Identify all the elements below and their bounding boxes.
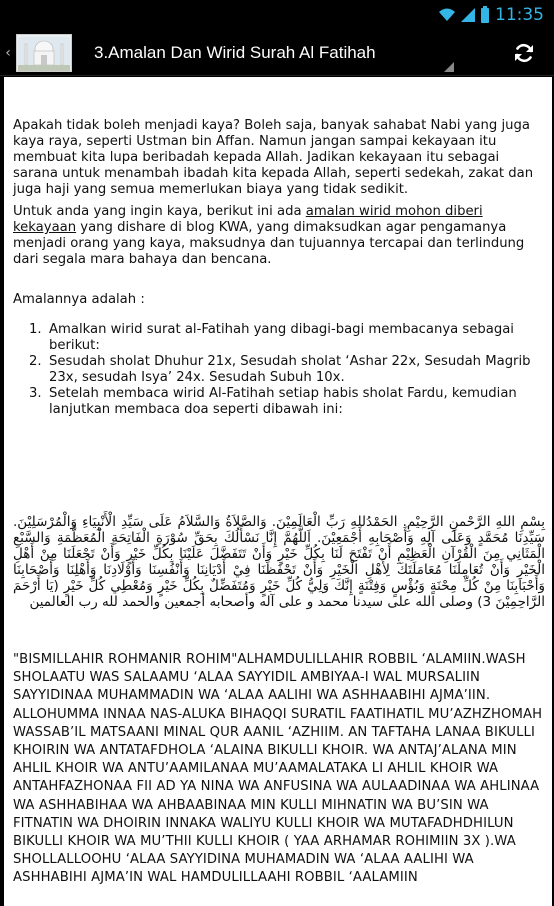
back-chevron-icon[interactable]: ‹ [5, 44, 11, 61]
status-time: 11:35 [495, 5, 544, 25]
intro-paragraph: Apakah tidak boleh menjadi kaya? Boleh saja, banyak sahabat Nabi yang juga kaya raya, seperti Ustman bin Affan. Namun jangan sampai kekayaan itu membuat kita lupa beribadah kepada Allah. Jadikan kekayaan itu sebagai sarana untuk menambah ibadah kita kepada Allah, seperti sedekah, zakat dan juga haji yang semua memerlukan biaya yang tidak sedikit. [13, 118, 534, 197]
list-text: Sesudah sholat Dhuhur 21x, Sesudah sholat ‘Ashar 22x, Sesudah Magrib 23x, sesudah Isya’ 24x. Sesudah Subuh 10x. [49, 354, 531, 385]
paragraph-text: Untuk anda yang ingin kaya, berikut ini ada [13, 204, 306, 219]
arabic-doa-text: بِسْمِ اللهِ الرَّحْمنِ الرَّحِيْمِ. الحَمْدُللهِ رَبِّ الْعَالَمِيْنَ. وَالصَّلاَةُ وَالسَّلاَمُ عَلَى سَيِّدِ الْأَنْبِيَاءِ وَالْمُرْسَلِيْنَ. سَيِّدِنَا مُحَمَّدٍ وَعَلَى آلِهِ وَأَصْحَابِهِ أَجْمَعِيْنَ. اَللَّهُمَّ إِنَّا نَسْأَلُكَ بِحَقِّ سُوْرَةِ الْفَاتِحَةِ الْمُعَظَّمَةِ وَالسَّبْعِ الْمَثَانِي مِنَ الْقُرْآنِ الْعَظِيْمِ أَنْ تَفْتَحَ لَنَا بِكُلِّ خَيْرٍ وَأَنْ تَتَفَضَّلَ عَلَيْنَا بِكُلِّ خَيْرٍ وَأَنْ تَجْعَلَنَا مِنْ أَهْلِ الْخَيْرِ وَأَنْ تُعَامِلَنَا مُعَامَلَتَكَ لِأَهْلِ الْخَيْرِ وَأَنْ تَحْفَظَنَا فِيْ أَدْيَانِنَا وَأَنْفُسِنَا وَأَوْلَادِنَا وَأَهْلِنَا وَأَصْحَابِنَا وَأَحْبَابِنَا مِنْ كُلِّ مِحْنَةٍ وَبُؤْسٍ وَفِتْنَةٍ إِنَّكَ وَلِيُّ كُلِّ خَيْرٍ وَمُتَفَضِّلٌ بِكُلِّ خَيْرٍ وَمُعْطِي كُلِّ خَيْرٍ (يَا أَرْحَمَ الرَّاحِمِيْنَ 3) وصلى الله على سيدنا محمد و على آله وأصحابه أجمعين والحمد لله رب العالمين [13, 514, 545, 610]
page-title: 3.Amalan Dan Wirid Surah Al Fatihah [94, 42, 376, 62]
action-bar [0, 30, 554, 76]
amalan-wirid-link[interactable]: amalan wirid mohon diberi kekayaan [13, 204, 483, 235]
list-number: 1. [29, 322, 42, 337]
kekayaan-paragraph [13, 204, 543, 268]
battery-icon [481, 8, 489, 23]
list-text: Amalkan wirid surat al-Fatihah yang dibagi-bagi membacanya sebagai berikut: [49, 322, 514, 353]
list-item [13, 354, 543, 386]
refresh-button[interactable] [502, 31, 546, 75]
taj-mahal-image [18, 37, 70, 71]
paragraph-text: yang dishare di blog KWA, yang dimaksudkan agar pengamanya menjadi orang yang kaya, maksudnya dan tujuannya tercapai dan terlindung dari segala mara bahaya dan bencana. [13, 220, 525, 267]
article-content[interactable] [4, 77, 552, 906]
list-text: Setelah membaca wirid Al-Fatihah setiap habis sholat Fardu, kemudian lanjutkan membaca doa seperti dibawah ini: [49, 386, 517, 417]
status-bar [0, 0, 554, 30]
signal-icon [461, 8, 475, 22]
latin-doa-text: "BISMILLAHIR ROHMANIR ROHIM"ALHAMDULILLAHIR ROBBIL ‘ALAMIIN.WASH SHOLAATU WAS SALAAMU ‘ALAA SAYYIDIL AMBIYAA-I WAL MURSALIIN SAYYIDINAA MUHAMMADIN WA ‘ALAA AALIHI WA ASHHAABIHI AJMA’IIN. ALLOHUMMA INNAA NAS-ALUKA BIHAQQI SURATIL FAATIHATIL MU’AZHZHOMAH WASSAB’IL MATSAANI MINAL QUR AANIL ‘AZHIIM. AN TAFTAHA LANAA BIKULLI KHOIRIN WA ANTATAFDHOLA ‘ALAINA BIKULLI KHOIR. WA ANTAJ’ALANA MIN AHLIL KHOIR WA ANTU’AAMILANAA MU’AAMALATAKA LI AHLIL KHOIR WA ANTAHFAZHONAA FII AD YA NINA WA ANFUSINA WA AULAADINAA WA AHLINAA WA ASHHABIHAA WA AHBAABINAA MIN KULLI MIHNATIN WA BU’SIN WA FITNATIN WA DHOIRIN INNAKA WALIYU KULLI KHOIR WA MUTAFADHDHILUN BIKULLI KHOIR WA MU’THII KULLI KHOIR ( YAA ARHAMAR ROHIMIIN 3X ).WA SHOLLALLOOHU ‘ALAA SAYYIDINA MUHAMADIN WA ‘ALAA AALIHI WA ASHHABIHI AJMA’IN WAL HAMDULILLAAHI ROBBIL ‘AALAMIIN [13, 652, 543, 886]
spinner-indicator-icon [444, 62, 454, 72]
list-number: 2. [29, 354, 42, 369]
list-item [13, 386, 543, 418]
refresh-icon [512, 41, 536, 65]
list-number: 3. [29, 386, 42, 401]
amalan-heading: Amalannya adalah : [13, 292, 145, 307]
wifi-icon [439, 8, 455, 22]
steps-list [13, 322, 543, 418]
taj-mahal-icon[interactable] [16, 34, 72, 72]
list-item [13, 322, 543, 354]
